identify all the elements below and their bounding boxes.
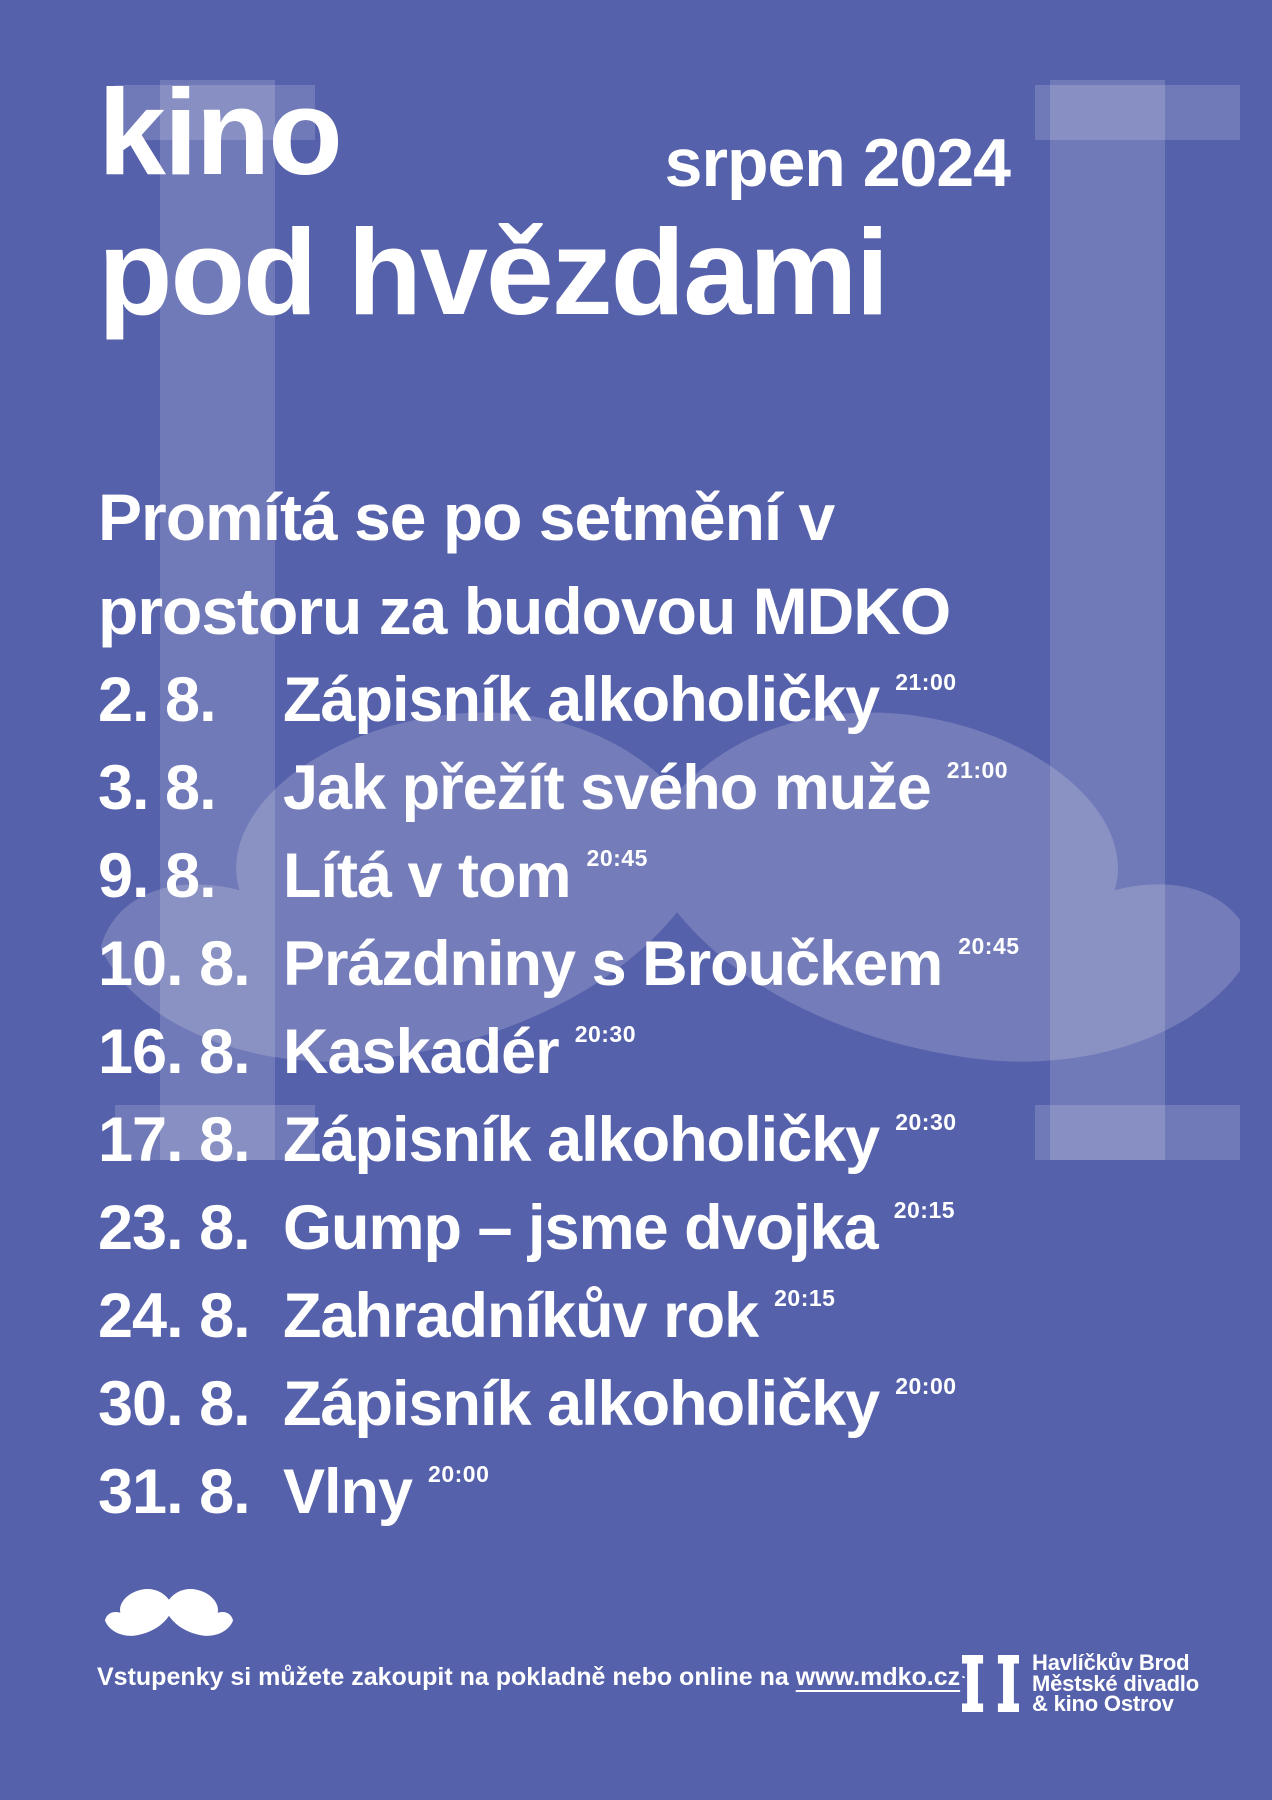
screening-time: 20:15 [893,1197,956,1223]
film-title: Zápisník alkoholičky [283,665,880,735]
film-title: Jak přežít svého muže [283,753,931,823]
film-title: Prázdniny s Broučkem [283,929,943,999]
screening-date: 24. 8. [98,1281,250,1351]
title-line2: pod hvězdami [98,204,888,340]
tickets-info [97,1662,960,1692]
screening-time: 21:00 [895,669,957,695]
screening-date: 17. 8. [98,1105,250,1175]
poster-subtitle [98,470,950,658]
program-row [98,1104,1020,1192]
film-title: Lítá v tom [283,841,571,911]
screening-time: 20:30 [574,1021,637,1047]
program-row [98,752,1020,840]
organisation-logo [962,1650,1199,1716]
program-row [98,1280,1020,1368]
program-row [98,664,1020,752]
program-list [98,664,1020,1544]
title-line1: kino [98,64,341,200]
subtitle-line1: Promítá se po setmění v [98,480,835,554]
logo-line1: Havlíčkův Brod [1032,1650,1190,1675]
film-title: Kaskadér [283,1017,559,1087]
screening-time: 20:45 [586,845,648,871]
screening-date: 2. 8. [98,665,216,735]
subtitle-line2: prostoru za budovou MDKO [98,574,951,648]
screening-time: 21:00 [946,757,1009,783]
screening-date: 3. 8. [98,753,216,823]
screening-time: 20:00 [895,1373,957,1399]
organisation-name [1032,1650,1199,1716]
screening-time: 20:30 [895,1109,957,1135]
logo-line3: & kino Ostrov [1032,1691,1174,1716]
film-title: Vlny [283,1457,413,1527]
film-title: Zápisník alkoholičky [283,1105,880,1175]
screening-time: 20:15 [774,1285,836,1311]
screening-date: 23. 8. [98,1193,250,1263]
screening-date: 9. 8. [98,841,216,911]
film-title: Zápisník alkoholičky [283,1369,880,1439]
program-row [98,1456,1020,1544]
program-row [98,1368,1020,1456]
logo-line2: Městské divadlo [1032,1670,1199,1696]
screening-date: 16. 8. [98,1017,250,1087]
program-row [98,1016,1020,1104]
screening-time: 20:45 [958,933,1020,959]
film-title: Zahradníkův rok [283,1281,759,1351]
program-row [98,840,1020,928]
screening-date: 10. 8. [98,929,250,999]
poster-title [98,62,887,342]
mdko-link[interactable]: www.mdko.cz [795,1663,961,1691]
screening-date: 30. 8. [98,1369,250,1439]
program-row [98,928,1020,1016]
edition-label: srpen 2024 [664,125,1010,201]
screening-time: 20:00 [428,1461,490,1487]
screening-date: 31. 8. [98,1457,250,1527]
mustache-icon [102,1586,236,1642]
program-row [98,1192,1020,1280]
tickets-text: Vstupenky si můžete zakoupit na pokladně nebo online na [97,1663,796,1691]
h-mustache-logo-icon [962,1654,1019,1713]
film-title: Gump – jsme dvojka [283,1193,878,1263]
